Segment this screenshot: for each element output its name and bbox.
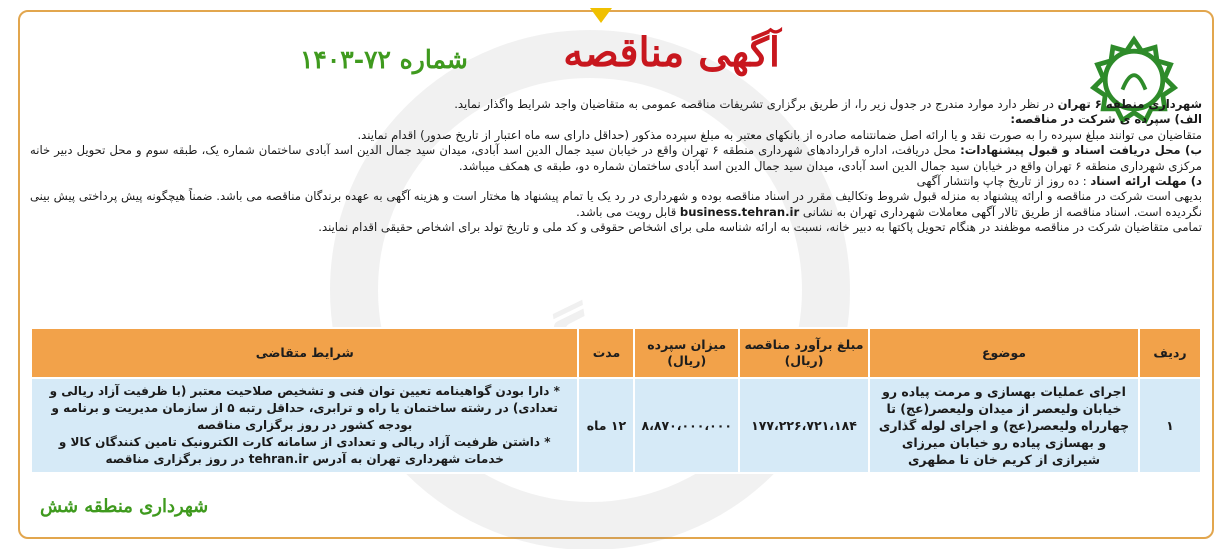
top-marker-icon — [590, 8, 612, 23]
cell-subject: اجرای عملیات بهسازی و مرمت پیاده رو خیابان ولیعصر از میدان ولیعصر(عج) تا چهارراه ولیعصر(عج) و اجرای لوله گذاری و بهسازی پیاده رو خیابان میرزای شیرازی از کریم خان تا مطهری — [869, 378, 1139, 473]
notice-body — [30, 97, 1202, 236]
terms-text: بدیهی است شرکت در مناقصه و ارائه پیشنهاد به منزله قبول شروط وتکالیف مقرر در اسناد مناقصه بوده و شهرداری در رد یک یا تمام پیشنهاد ها مختار است و هزینه آگهی به عهده برندگان مناقصه می باشد. ضمناً هیچگونه پیش پرداختی پیش بینی نگردیده است. اسناد مناقصه از طریق تالار آگهی معاملات شهرداری تهران به نشانی — [30, 189, 1202, 219]
cell-estimate: ۱۷۷،۲۲۶،۷۲۱،۱۸۴ — [739, 378, 869, 473]
notice-title — [300, 25, 780, 95]
cell-deposit: ۸،۸۷۰،۰۰۰،۰۰۰ — [634, 378, 739, 473]
footer-signature: شهرداری منطقه شش — [40, 496, 209, 517]
section-a-title: الف) سپرده ی شرکت در مناقصه: — [1010, 112, 1202, 127]
website-link[interactable]: business.tehran.ir — [679, 204, 800, 219]
section-d-text: : ده روز از تاریخ چاپ وانتشار آگهی — [916, 174, 1091, 189]
section-d — [30, 174, 1202, 189]
intro-org: شهرداری منطقه ۶ تهران — [1057, 97, 1202, 111]
id-requirement-paragraph: تمامی متقاضیان شرکت در مناقصه موظفند در هنگام تحویل پاکتها به دبیر خانه، نسبت به ارائه شناسه ملی برای اشخاص حقوقی و کد ملی و تاریخ تولد برای اشخاص حقیقی اقدام نمایند. — [318, 220, 1202, 235]
title-main: آگهی مناقصه — [563, 29, 780, 76]
table-header-row — [31, 328, 1201, 378]
header-deposit: میزان سپرده (ریال) — [634, 328, 739, 378]
condition-2: * داشتن ظرفیت آزاد ریالی و تعدادی از سامانه کارت الکترونیک تامین کنندگان کالا و خدمات شهرداری تهران به آدرس tehran.ir در روز برگزاری مناقصه — [58, 435, 551, 466]
intro-text: در نظر دارد موارد مندرج در جدول زیر را، از طریق برگزاری تشریفات مناقصه عمومی به متقاضیان واجد شرایط واگذار نماید. — [454, 97, 1058, 111]
cell-row-number: ۱ — [1139, 378, 1201, 473]
cell-duration: ۱۲ ماه — [578, 378, 634, 473]
terms-end: قابل رویت می باشد. — [576, 204, 680, 219]
tender-table — [30, 327, 1202, 474]
section-a-text: متقاضیان می توانند مبلغ سپرده را به صورت نقد و یا ارائه اصل ضمانتنامه صادره از بانکهای معتبر به مبلغ سپرده مذکور (حداقل دارای سه ماه اعتبار از تاریخ صدور) اقدام نمایند. — [357, 127, 1202, 142]
section-b-text: محل دریافت، اداره قراردادهای شهرداری منطقه ۶ تهران واقع در خیابان سید جمال الدین اسد آبادی، میدان سید جمال الدین اسد آبادی ساختمان شماره یک، طبقه سوم و محل تحویل دبیر خانه مرکزی شهرداری منطقه ۶ تهران واقع در خیابان سید جمال الدین اسد آبادی، میدان سید جمال الدین اسد آبادی ساختمان شماره دو، طبقه ی همکف میباشد. — [30, 143, 1202, 173]
cell-conditions — [31, 378, 578, 473]
condition-1: * دارا بودن گواهینامه تعیین توان فنی و تشخیص صلاحیت معتبر (با ظرفیت آزاد ریالی و تعدادی) در رشته ساختمان یا راه و ترابری، حداقل رتبه ۵ از سازمان مدیریت و برنامه و بودجه کشور در روز برگزاری مناقصه — [49, 384, 560, 432]
terms-paragraph — [30, 189, 1202, 220]
header-conditions: شرایط متقاضی — [31, 328, 578, 378]
header-duration: مدت — [578, 328, 634, 378]
section-b-title: ب) محل دریافت اسناد و قبول پیشنهادات: — [960, 143, 1203, 158]
table-row — [31, 378, 1201, 473]
header-row-number: ردیف — [1139, 328, 1201, 378]
header-estimate: مبلغ برآورد مناقصه (ریال) — [739, 328, 869, 378]
section-b — [30, 143, 1202, 174]
title-number: شماره ۷۲-۱۴۰۳ — [300, 45, 468, 74]
section-d-title: د) مهلت ارائه اسناد — [1090, 174, 1202, 189]
header-subject: موضوع — [869, 328, 1139, 378]
intro-paragraph — [30, 97, 1202, 112]
